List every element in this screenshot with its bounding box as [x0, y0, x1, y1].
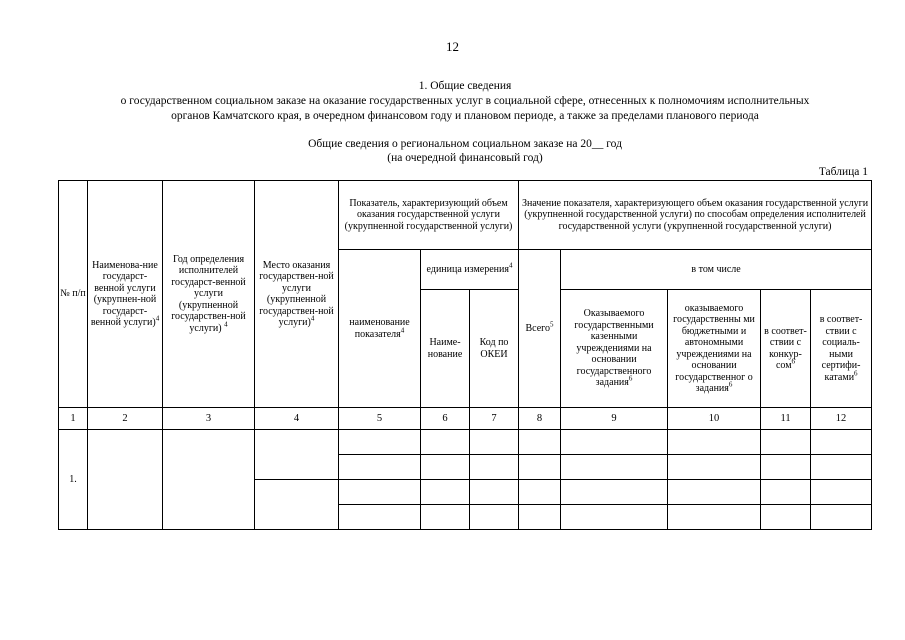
table-cell: [761, 505, 811, 530]
header-place: Место оказания государствен-ной услуги (укрупненной государствен-ной услуги)$^4$: [255, 181, 339, 408]
table-cell: [339, 505, 421, 530]
table-cell: [761, 480, 811, 505]
page-number: 12: [446, 39, 459, 54]
header-okei-code: Код по ОКЕИ: [470, 290, 519, 408]
column-number: 8: [519, 408, 561, 430]
table-cell: [811, 455, 872, 480]
table-cell: [561, 430, 668, 455]
table-cell: [470, 455, 519, 480]
table-cell: [668, 455, 761, 480]
table-cell: [668, 505, 761, 530]
section-subtitle-line1: о государственном социальном заказе на оказание государственных услуг в социальной сфере, отнесенных к полномочиям исполнительных: [120, 95, 810, 107]
table-cell: [761, 455, 811, 480]
column-number: 10: [668, 408, 761, 430]
table-heading-line1: Общие сведения о региональном социальном заказе на 20__ год: [308, 138, 622, 150]
table-cell: [339, 480, 421, 505]
column-number: 4: [255, 408, 339, 430]
table-heading-line2: (на очередной финансовый год): [387, 152, 543, 164]
table-heading: [60, 137, 870, 165]
header-service-name: Наименова-ние государст-венной услуги (укрупнен-ной государст-венной услуги)$^4$: [88, 181, 163, 408]
table-cell: [519, 480, 561, 505]
section-subtitle-line2: органов Камчатского края, в очередном финансовом году и плановом периоде, а также за пределами планового периода: [171, 110, 759, 122]
column-number: 3: [163, 408, 255, 430]
header-col-number: № п/п: [59, 181, 88, 408]
column-numbers-row: [59, 408, 872, 430]
column-number: 12: [811, 408, 872, 430]
header-unit-group: единица измерения$^4$: [421, 250, 519, 290]
column-number: 9: [561, 408, 668, 430]
table-cell: [811, 505, 872, 530]
table-cell: [255, 430, 339, 480]
social-order-table: [58, 180, 872, 530]
header-year: Год определения исполнителей государст-венной услуги (укрупненной государствен-ной услуги) $^4$: [163, 181, 255, 408]
table-cell: [668, 430, 761, 455]
header-indicator-name: наименование показателя$^4$: [339, 250, 421, 408]
column-number: 2: [88, 408, 163, 430]
section-title: 1. Общие сведения: [418, 80, 512, 92]
table-cell: [470, 505, 519, 530]
table-cell: [519, 430, 561, 455]
column-number: 1: [59, 408, 88, 430]
column-number: 11: [761, 408, 811, 430]
column-number: 6: [421, 408, 470, 430]
table-cell: [339, 455, 421, 480]
header-budget-autonomous: оказываемого государственны ми бюджетными и автономными учреждениями на основании государственног о задания$^6$: [668, 290, 761, 408]
table-cell: [761, 430, 811, 455]
header-unit-name: Наиме-нование: [421, 290, 470, 408]
table-cell: [561, 505, 668, 530]
table-cell: [519, 455, 561, 480]
column-number: 7: [470, 408, 519, 430]
header-value-group: Значение показателя, характеризующего объем оказания государственной услуги (укрупненной государственной услуги) по способам определения исполнителей государственной услуги (укрупненной государственной услуги): [519, 181, 872, 250]
table-cell: [421, 480, 470, 505]
table-cell: [421, 430, 470, 455]
table-cell: [668, 480, 761, 505]
table-cell: [811, 480, 872, 505]
table-cell: [519, 505, 561, 530]
row-number: 1.: [59, 430, 88, 530]
table-cell: [255, 480, 339, 530]
table-cell: [561, 455, 668, 480]
header-competition: в соответ-ствии с конкур-сом$^6$: [761, 290, 811, 408]
header-social-certificates: в соответ-ствии с социаль-ными сертифи-катами$^6$: [811, 290, 872, 408]
header-state-owned: Оказываемого государственными казенными учреждениями на основании государственного задания$^6$: [561, 290, 668, 408]
table-cell: [88, 430, 163, 530]
table-cell: [811, 430, 872, 455]
header-total: Всего$^5$: [519, 250, 561, 408]
table-row: [59, 430, 872, 455]
table-cell: [421, 455, 470, 480]
column-number: 5: [339, 408, 421, 430]
table-cell: [470, 480, 519, 505]
header-including: в том числе: [561, 250, 872, 290]
table-cell: [561, 480, 668, 505]
table-cell: [339, 430, 421, 455]
table-cell: [421, 505, 470, 530]
section-heading: [60, 79, 870, 124]
table-label: Таблица 1: [818, 166, 868, 178]
table-cell: [470, 430, 519, 455]
table-cell: [163, 430, 255, 530]
header-indicator-group: Показатель, характеризующий объем оказания государственной услуги (укрупненной государственной услуги): [339, 181, 519, 250]
